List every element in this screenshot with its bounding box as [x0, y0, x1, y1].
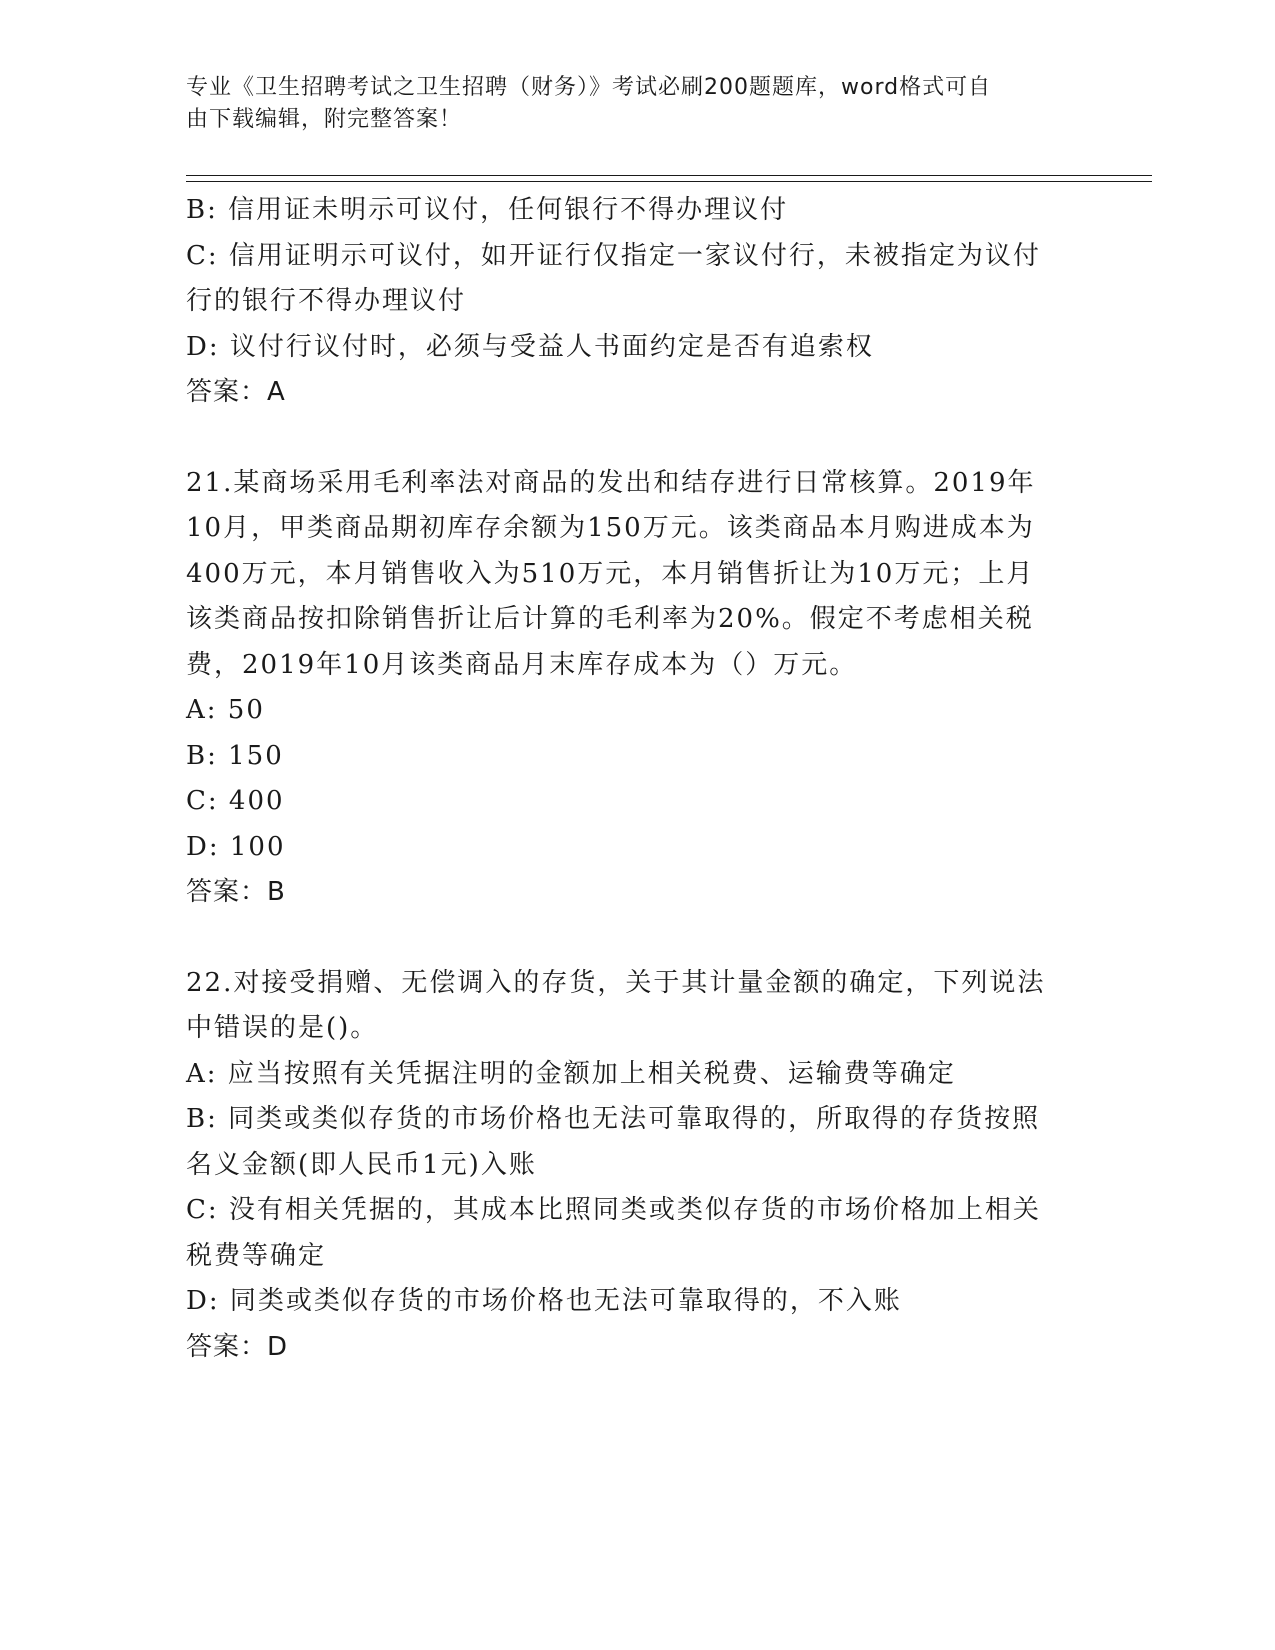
- question-stem: 该类商品按扣除销售折让后计算的毛利率为20%。假定不考虑相关税: [186, 604, 1034, 634]
- spacer: [186, 916, 1086, 961]
- option-b: B: 同类或类似存货的市场价格也无法可靠取得的，所取得的存货按照: [186, 1104, 1041, 1134]
- question-stem: 中错误的是()。: [186, 1013, 379, 1043]
- document-header: [186, 72, 1066, 136]
- question-stem: 费，2019年10月该类商品月末库存成本为（）万元。: [186, 649, 858, 680]
- option-b: B: 150: [186, 740, 284, 771]
- header-line-2: 由下载编辑，附完整答案！: [186, 107, 463, 132]
- question-stem: 22.对接受捐赠、无偿调入的存货，关于其计量金额的确定，下列说法: [186, 967, 1046, 998]
- option-c-continued: 税费等确定: [186, 1240, 327, 1271]
- option-d: D: 议付行议付时，必须与受益人书面约定是否有追索权: [186, 331, 874, 362]
- document-body: [186, 188, 1086, 1370]
- spacer: [186, 416, 1086, 461]
- header-divider-bottom: [186, 181, 1152, 182]
- answer-line: 答案：A: [186, 377, 286, 407]
- option-a: A: 50: [186, 695, 265, 725]
- option-b: B: 信用证未明示可议付，任何银行不得办理议付: [186, 195, 789, 225]
- question-stem: 10月，甲类商品期初库存余额为150万元。该类商品本月购进成本为: [186, 513, 1035, 543]
- option-c: C: 信用证明示可议付，如开证行仅指定一家议付行，未被指定为议付: [186, 240, 1041, 271]
- option-c: C: 400: [186, 786, 285, 816]
- option-a: A: 应当按照有关凭据注明的金额加上相关税费、运输费等确定: [186, 1058, 956, 1089]
- question-20-tail: [186, 188, 1086, 416]
- option-d: D: 100: [186, 831, 286, 862]
- header-divider-top: [186, 175, 1152, 176]
- header-line-1: 专业《卫生招聘考试之卫生招聘（财务）》考试必刷200题题库，word格式可自: [186, 75, 992, 100]
- question-stem: 400万元，本月销售收入为510万元，本月销售折让为10万元；上月: [186, 558, 1035, 589]
- option-c: C: 没有相关凭据的，其成本比照同类或类似存货的市场价格加上相关: [186, 1195, 1041, 1225]
- option-d: D: 同类或类似存货的市场价格也无法可靠取得的，不入账: [186, 1286, 902, 1316]
- option-c-continued: 行的银行不得办理议付: [186, 286, 467, 316]
- option-b-continued: 名义金额(即人民币1元)入账: [186, 1149, 537, 1180]
- question-21: [186, 461, 1086, 916]
- answer-line: 答案：D: [186, 1331, 289, 1362]
- question-22: [186, 961, 1086, 1371]
- question-stem: 21.某商场采用毛利率法对商品的发出和结存进行日常核算。2019年: [186, 467, 1036, 498]
- answer-line: 答案：B: [186, 877, 286, 907]
